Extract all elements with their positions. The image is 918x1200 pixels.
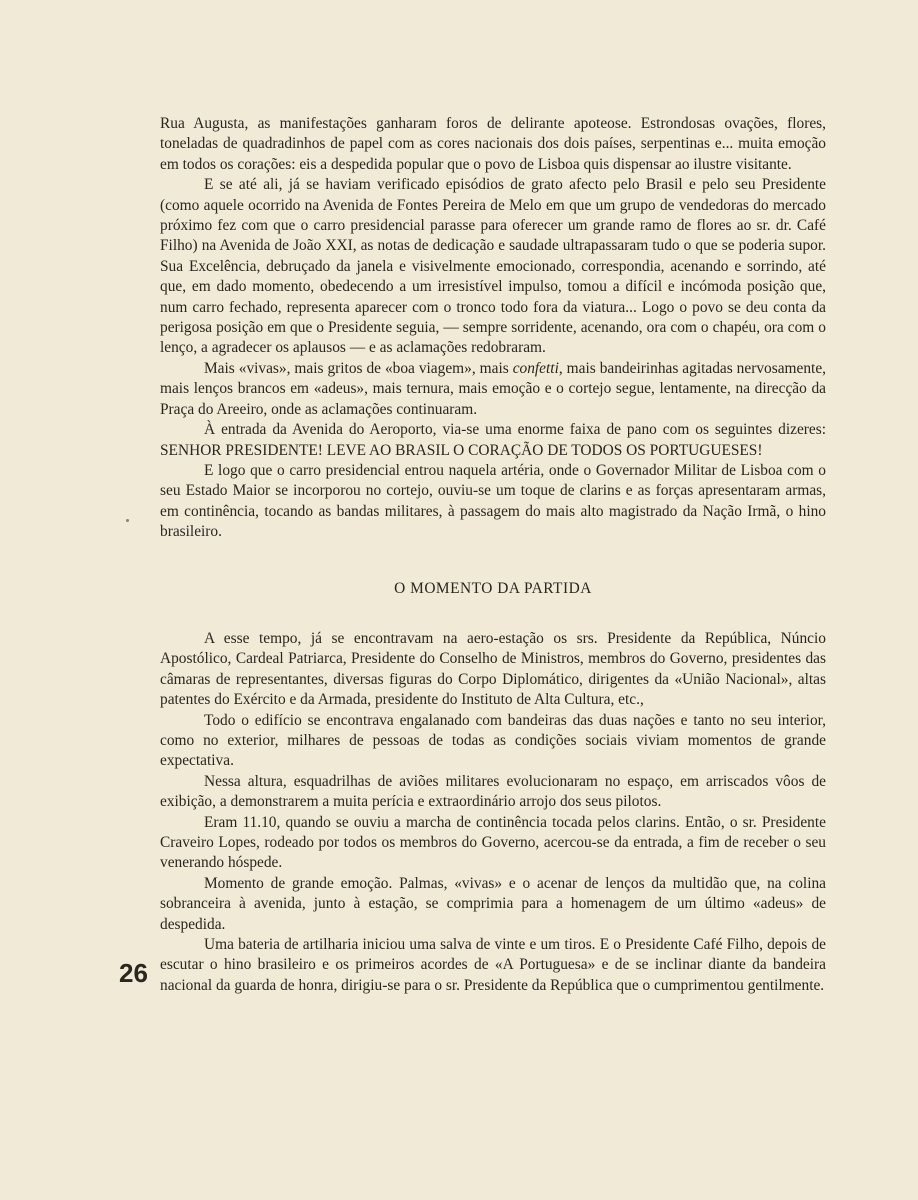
section-heading: O MOMENTO DA PARTIDA	[394, 579, 592, 597]
paragraph: Uma bateria de artilharia iniciou uma salva de vinte e um tiros. E o Presidente Café Filho, depois de escutar o hino brasileiro e os primeiros acordes de «A Portuguesa» e de se inclinar diante da bandeira nacional da guarda de honra, dirigiu-se para o sr. Presidente da República que o cumprimentou gentilmente.	[160, 936, 826, 994]
margin-mark	[126, 519, 129, 522]
body-text	[160, 114, 826, 996]
paragraph: E logo que o carro presidencial entrou naquela artéria, onde o Governador Militar de Lisboa com o seu Estado Maior se incorporou no cortejo, ouviu-se um toque de clarins e as forças apresentaram armas, em continência, tocando as bandas militares, à passagem do mais alto magistrado da Nação Irmã, o hino brasileiro.	[160, 461, 826, 541]
paragraph	[160, 359, 826, 420]
paragraph-text: Mais «vivas», mais gritos de «boa viagem», mais	[204, 359, 513, 377]
paragraph: À entrada da Avenida do Aeroporto, via-se uma enorme faixa de pano com os seguintes dizeres: SENHOR PRESIDENTE! LEVE AO BRASIL O CORAÇÃO DE TODOS OS PORTUGUESES!	[160, 421, 826, 459]
paragraph: Todo o edifício se encontrava engalanado com bandeiras das duas nações e tanto no seu interior, como no exterior, milhares de pessoas de todas as condições sociais viviam momentos de grande expectativa.	[160, 711, 826, 770]
paragraph: Rua Augusta, as manifestações ganharam foros de delirante apoteose. Estrondosas ovações, flores, toneladas de quadradinhos de papel com as cores nacionais dos dois países, serpentinas e... muita emoção em todos os corações: eis a despedida popular que o povo de Lisboa quis dispensar ao ilustre visitante.	[160, 115, 826, 173]
paragraph-text: , mais bandeirinhas agitadas nervosamente, mais lenços brancos em «adeus», mais ternura, mais emoção e o cortejo segue, lentamente, na direcção da Praça do Areeiro, onde as aclamações continuaram.	[160, 359, 826, 418]
paragraph: E se até ali, já se haviam verificado episódios de grato afecto pelo Brasil e pelo seu Presidente (como aquele ocorrido na Avenida de Fontes Pereira de Melo em que um grupo de vendedoras do mercado próximo fez com que o carro presidencial parasse para oferecer um grande ramo de flores ao sr. dr. Café Filho) na Avenida de João XXI, as notas de dedicação e saudade ultrapassaram tudo o que se poderia supor. Sua Excelência, debruçado da janela e visivelmente emocionado, correspondia, acenando e sorrindo, até que, em dado momento, obedecendo a um irresistível impulso, tomou a difícil e incómoda posição que, num carro fechado, representa aparecer com o tronco todo fora da viatura... Logo o povo se deu conta da perigosa posição em que o Presidente seguia, — sempre sorridente, acenando, ora com o chapéu, ora com o lenço, a agradecer os aplausos — e as aclamações redobraram.	[160, 176, 826, 357]
paragraph: Momento de grande emoção. Palmas, «vivas» e o acenar de lenços da multidão que, na colina sobranceira à avenida, junto à estação, se comprimia para a homenagem de um último «adeus» de despedida.	[160, 874, 826, 933]
paragraph: Nessa altura, esquadrilhas de aviões militares evolucionaram no espaço, em arriscados vôos de exibição, a demonstrarem a muita perícia e extraordinário arrojo dos seus pilotos.	[160, 772, 826, 811]
paragraph: A esse tempo, já se encontravam na aero-estação os srs. Presidente da República, Núncio Apostólico, Cardeal Patriarca, Presidente do Conselho de Ministros, membros do Governo, presidentes das câmaras de representantes, diversas figuras do Corpo Diplomático, dirigentes da «União Nacional», altas patentes do Exército e da Armada, presidente do Instituto de Alta Cultura, etc.,	[160, 629, 826, 709]
italic-word: confetti	[512, 359, 559, 377]
page-number: 26	[119, 958, 148, 988]
paragraph: Eram 11.10, quando se ouviu a marcha de continência tocada pelos clarins. Então, o sr. Presidente Craveiro Lopes, rodeado por todos os membros do Governo, acercou-se da entrada, a fim de receber o seu venerando hóspede.	[160, 813, 826, 872]
